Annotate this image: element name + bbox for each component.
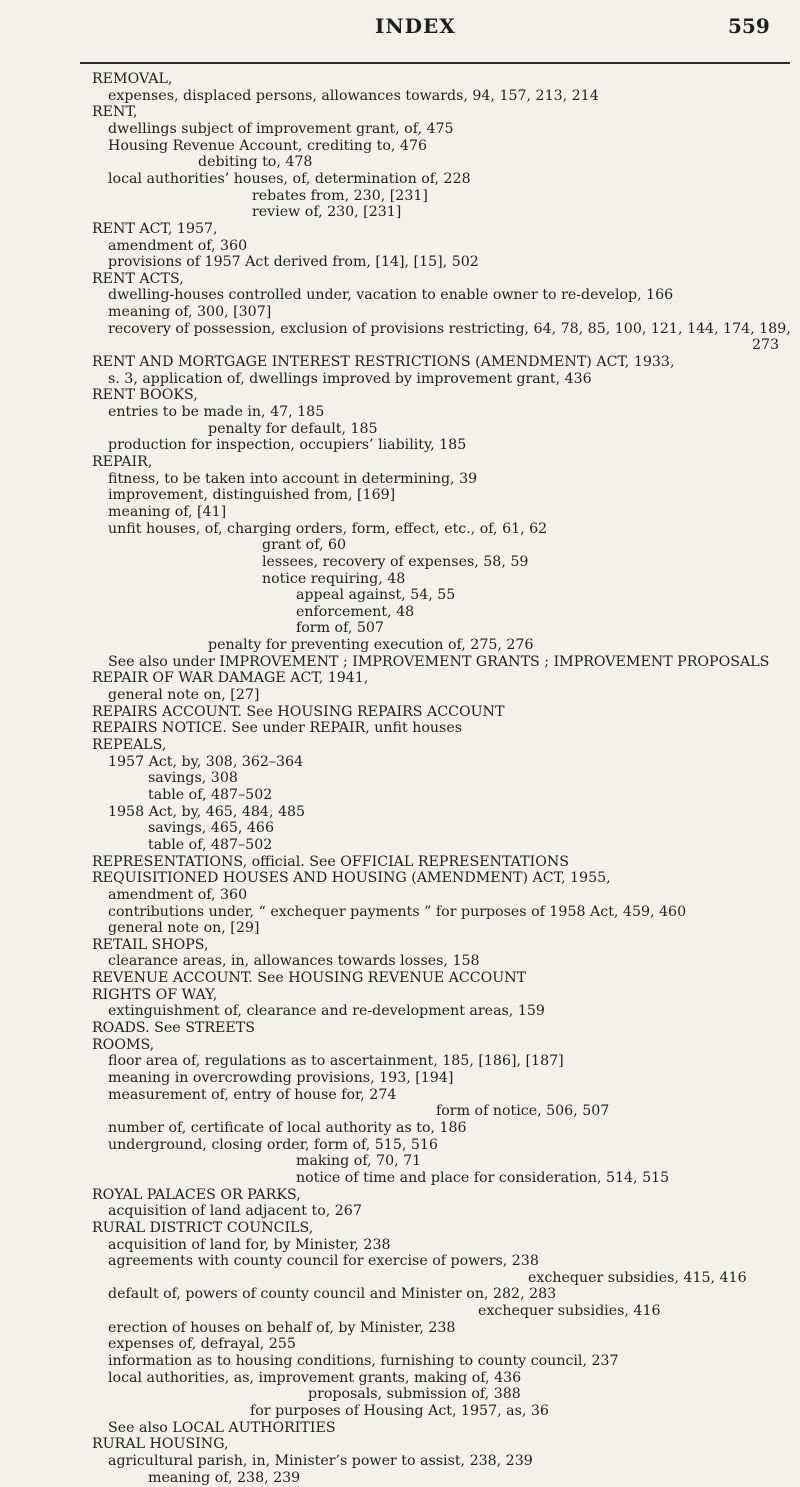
index-entry: agreements with county council for exercise of powers, 238 (108, 1253, 539, 1270)
index-heading: REPAIRS NOTICE. See under REPAIR, unfit houses (92, 720, 463, 737)
index-entry: fitness, to be taken into account in determining, 39 (108, 470, 478, 487)
index-entry: production for inspection, occupiers’ liability, 185 (108, 437, 467, 454)
index-entry: clearance areas, in, allowances towards losses, 158 (108, 953, 480, 970)
index-entry: table of, 487–502 (148, 836, 273, 853)
index-entry: making of, 70, 71 (296, 1153, 422, 1170)
index-entry: unfit houses, of, charging orders, form, effect, etc., of, 61, 62 (108, 520, 548, 537)
index-entry: savings, 308 (148, 770, 238, 787)
index-entry: See also LOCAL AUTHORITIES (108, 1419, 336, 1436)
index-entry: meaning of, 300, [307] (108, 304, 272, 321)
index-entry: exchequer subsidies, 416 (478, 1303, 661, 1320)
index-entry: agricultural parish, in, Minister’s power to assist, 238, 239 (108, 1452, 533, 1469)
index-entry: recovery of possession, exclusion of provisions restricting, 64, 78, 85, 100, 121, 144, 174, 189, (108, 320, 791, 337)
index-heading: REPAIR OF WAR DAMAGE ACT, 1941, (92, 670, 369, 687)
index-entry: expenses of, defrayal, 255 (108, 1336, 296, 1353)
index-entry: enforcement, 48 (296, 603, 415, 620)
index-entry: exchequer subsidies, 415, 416 (528, 1269, 747, 1286)
index-entry: general note on, [29] (108, 920, 260, 937)
index-heading: RURAL HOUSING, (92, 1436, 229, 1453)
index-heading: REPAIR, (92, 453, 153, 470)
index-entry: review of, 230, [231] (252, 204, 402, 221)
index-heading: REPRESENTATIONS, official. See OFFICIAL REPRESENTATIONS (92, 853, 569, 870)
index-entry: erection of houses on behalf of, by Minister, 238 (108, 1319, 456, 1336)
index-heading: ROYAL PALACES OR PARKS, (92, 1186, 301, 1203)
index-entry: debiting to, 478 (198, 154, 313, 171)
index-entry: meaning in overcrowding provisions, 193, [194] (108, 1070, 454, 1086)
index-heading: REMOVAL, (92, 71, 173, 87)
index-entry: 1957 Act, by, 308, 362–364 (108, 753, 304, 770)
page-header (0, 8, 800, 38)
index-entry: savings, 465, 466 (148, 820, 274, 837)
index-entry: meaning of, [41] (108, 503, 227, 520)
index-entry: amendment of, 360 (108, 886, 248, 903)
index-entry: information as to housing conditions, furnishing to county council, 237 (108, 1353, 619, 1370)
index-entry: amendment of, 360 (108, 237, 248, 254)
index-heading: RENT, (92, 104, 138, 121)
index-entry: form of notice, 506, 507 (436, 1103, 610, 1120)
index-heading: ROOMS, (92, 1036, 155, 1053)
page-title: INDEX (375, 14, 456, 38)
index-heading: RETAIL SHOPS, (92, 936, 209, 953)
index-entry: measurement of, entry of house for, 274 (108, 1086, 397, 1103)
index-entry: proposals, submission of, 388 (308, 1386, 521, 1403)
index-entry: default of, powers of county council and Minister on, 282, 283 (108, 1286, 557, 1303)
index-entry: s. 3, application of, dwellings improved by improvement grant, 436 (108, 370, 592, 387)
index-heading: RIGHTS OF WAY, (92, 986, 218, 1003)
index-entry: extinguishment of, clearance and re-development areas, 159 (108, 1003, 545, 1020)
index-heading: RENT ACTS, (92, 270, 184, 287)
index-entry: 1958 Act, by, 465, 484, 485 (108, 803, 306, 820)
index-entry: entries to be made in, 47, 185 (108, 404, 325, 420)
index-entry: table of, 487–502 (148, 786, 273, 803)
index-entry: lessees, recovery of expenses, 58, 59 (262, 553, 529, 570)
index-entry: expenses, displaced persons, allowances towards, 94, 157, 213, 214 (108, 87, 599, 104)
index-entry: 273 (752, 337, 780, 354)
index-entry: floor area of, regulations as to ascertainment, 185, [186], [187] (108, 1053, 564, 1070)
index-entry: notice of time and place for consideration, 514, 515 (296, 1169, 670, 1186)
index-heading: REQUISITIONED HOUSES AND HOUSING (AMENDMENT) ACT, 1955, (92, 870, 611, 887)
index-heading: RURAL DISTRICT COUNCILS, (92, 1219, 314, 1236)
index-entry: local authorities’ houses, of, determination of, 228 (108, 170, 471, 187)
index-entry: notice requiring, 48 (262, 570, 406, 587)
index-entry: rebates from, 230, [231] (252, 187, 428, 204)
index-entry: general note on, [27] (108, 687, 260, 704)
index-entry: local authorities, as, improvement grants, making of, 436 (108, 1369, 522, 1386)
index-entry: Housing Revenue Account, crediting to, 476 (108, 137, 427, 154)
index-heading: REPEALS, (92, 737, 167, 753)
index-entry: provisions of 1957 Act derived from, [14], [15], 502 (108, 254, 479, 271)
index-entry: meaning of, 238, 239 (148, 1469, 301, 1486)
index-entry: penalty for default, 185 (208, 420, 378, 437)
index-entry: acquisition of land adjacent to, 267 (108, 1203, 362, 1220)
index-entry: appeal against, 54, 55 (296, 587, 456, 604)
index-entry: dwellings subject of improvement grant, of, 475 (108, 120, 454, 137)
index-heading: REVENUE ACCOUNT. See HOUSING REVENUE ACCOUNT (92, 970, 527, 987)
index-entry: acquisition of land for, by Minister, 238 (108, 1236, 391, 1253)
index-heading: RENT ACT, 1957, (92, 220, 218, 237)
index-heading: RENT AND MORTGAGE INTEREST RESTRICTIONS (AMENDMENT) ACT, 1933, (92, 354, 675, 371)
index-entry: dwelling-houses controlled under, vacation to enable owner to re-develop, 166 (108, 287, 674, 304)
page-number: 559 (728, 14, 770, 38)
index-entry: See also under IMPROVEMENT ; IMPROVEMENT GRANTS ; IMPROVEMENT PROPOSALS (108, 653, 770, 670)
index-entry: underground, closing order, form of, 515, 516 (108, 1136, 438, 1153)
index-entry: for purposes of Housing Act, 1957, as, 36 (250, 1403, 549, 1419)
index-entry: improvement, distinguished from, [169] (108, 487, 396, 504)
header-rule (80, 62, 790, 64)
index-entry: penalty for preventing execution of, 275, 276 (208, 637, 534, 654)
index-entry: grant of, 60 (262, 537, 347, 554)
index-entry: form of, 507 (296, 620, 384, 637)
index-heading: ROADS. See STREETS (92, 1020, 255, 1037)
index-entry: contributions under, “ exchequer payments ” for purposes of 1958 Act, 459, 460 (108, 903, 687, 920)
index-heading: REPAIRS ACCOUNT. See HOUSING REPAIRS ACCOUNT (92, 703, 505, 720)
index-heading: RENT BOOKS, (92, 387, 198, 404)
index-entry: number of, certificate of local authority as to, 186 (108, 1119, 467, 1136)
